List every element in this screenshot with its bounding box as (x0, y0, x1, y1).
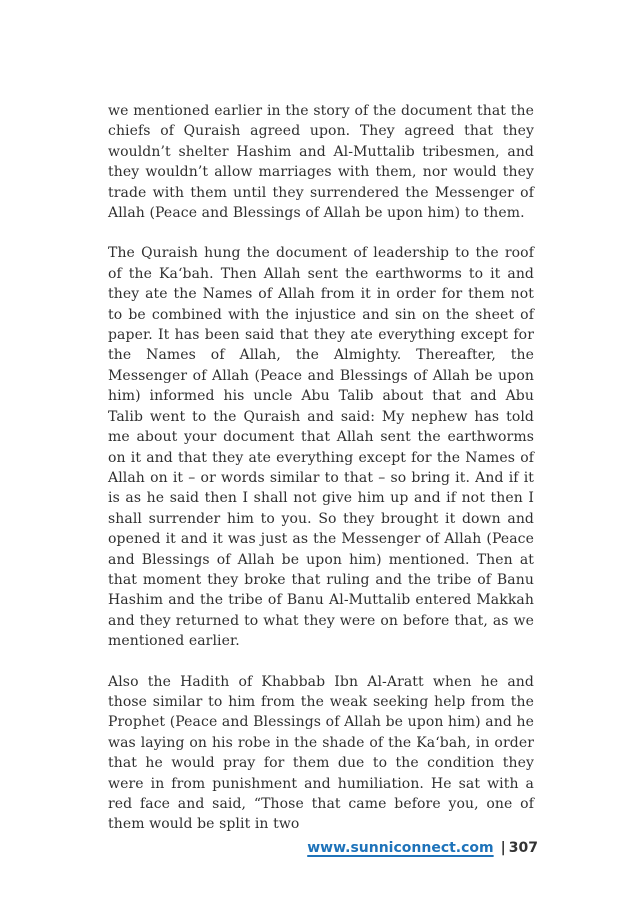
page-body-text (108, 101, 534, 835)
paragraph: The Quraish hung the document of leadership to the roof of the Ka‘bah. Then Allah sent the earthworms to it and they ate the Names of Allah from it in order for them not to be combined with the injustice and sin on the sheet of paper. It has been said that they ate everything except for the Names of Allah, the Almighty. Thereafter, the Messenger of Allah (Peace and Blessings of Allah be upon him) informed his uncle Abu Talib about that and Abu Talib went to the Quraish and said: My nephew has told me about your document that Allah sent the earthworms on it and that they ate everything except for the Names of Allah on it – or words similar to that – so bring it. And if it is as he said then I shall not give him up and if not then I shall surrender him to you. So they brought it down and opened it and it was just as the Messenger of Allah (Peace and Blessings of Allah be upon him) mentioned. Then at that moment they broke that ruling and the tribe of Banu Hashim and the tribe of Banu Al-Muttalib entered Makkah and they returned to what they were on before that, as we mentioned earlier. (108, 245, 534, 650)
page-number: 307 (508, 840, 538, 856)
page-footer (108, 840, 538, 856)
footer-separator: | (500, 840, 506, 856)
paragraph: Also the Hadith of Khabbab Ibn Al-Aratt when he and those similar to him from the weak seeking help from the Prophet (Peace and Blessings of Allah be upon him) and he was laying on his robe in the shade of the Ka‘bah, in order that he would pray for them due to the condition they were in from punishment and humiliation. He sat with a red face and said, “Those that came before you, one of them would be split in two (108, 673, 534, 833)
footer-website-link[interactable]: www.sunniconnect.com (307, 840, 494, 856)
paragraph: we mentioned earlier in the story of the document that the chiefs of Quraish agreed upon. They agreed that they wouldn’t shelter Hashim and Al-Muttalib tribesmen, and they wouldn’t allow marriages with them, nor would they trade with them until they surrendered the Messenger of Allah (Peace and Blessings of Allah be upon him) to them. (108, 103, 534, 222)
